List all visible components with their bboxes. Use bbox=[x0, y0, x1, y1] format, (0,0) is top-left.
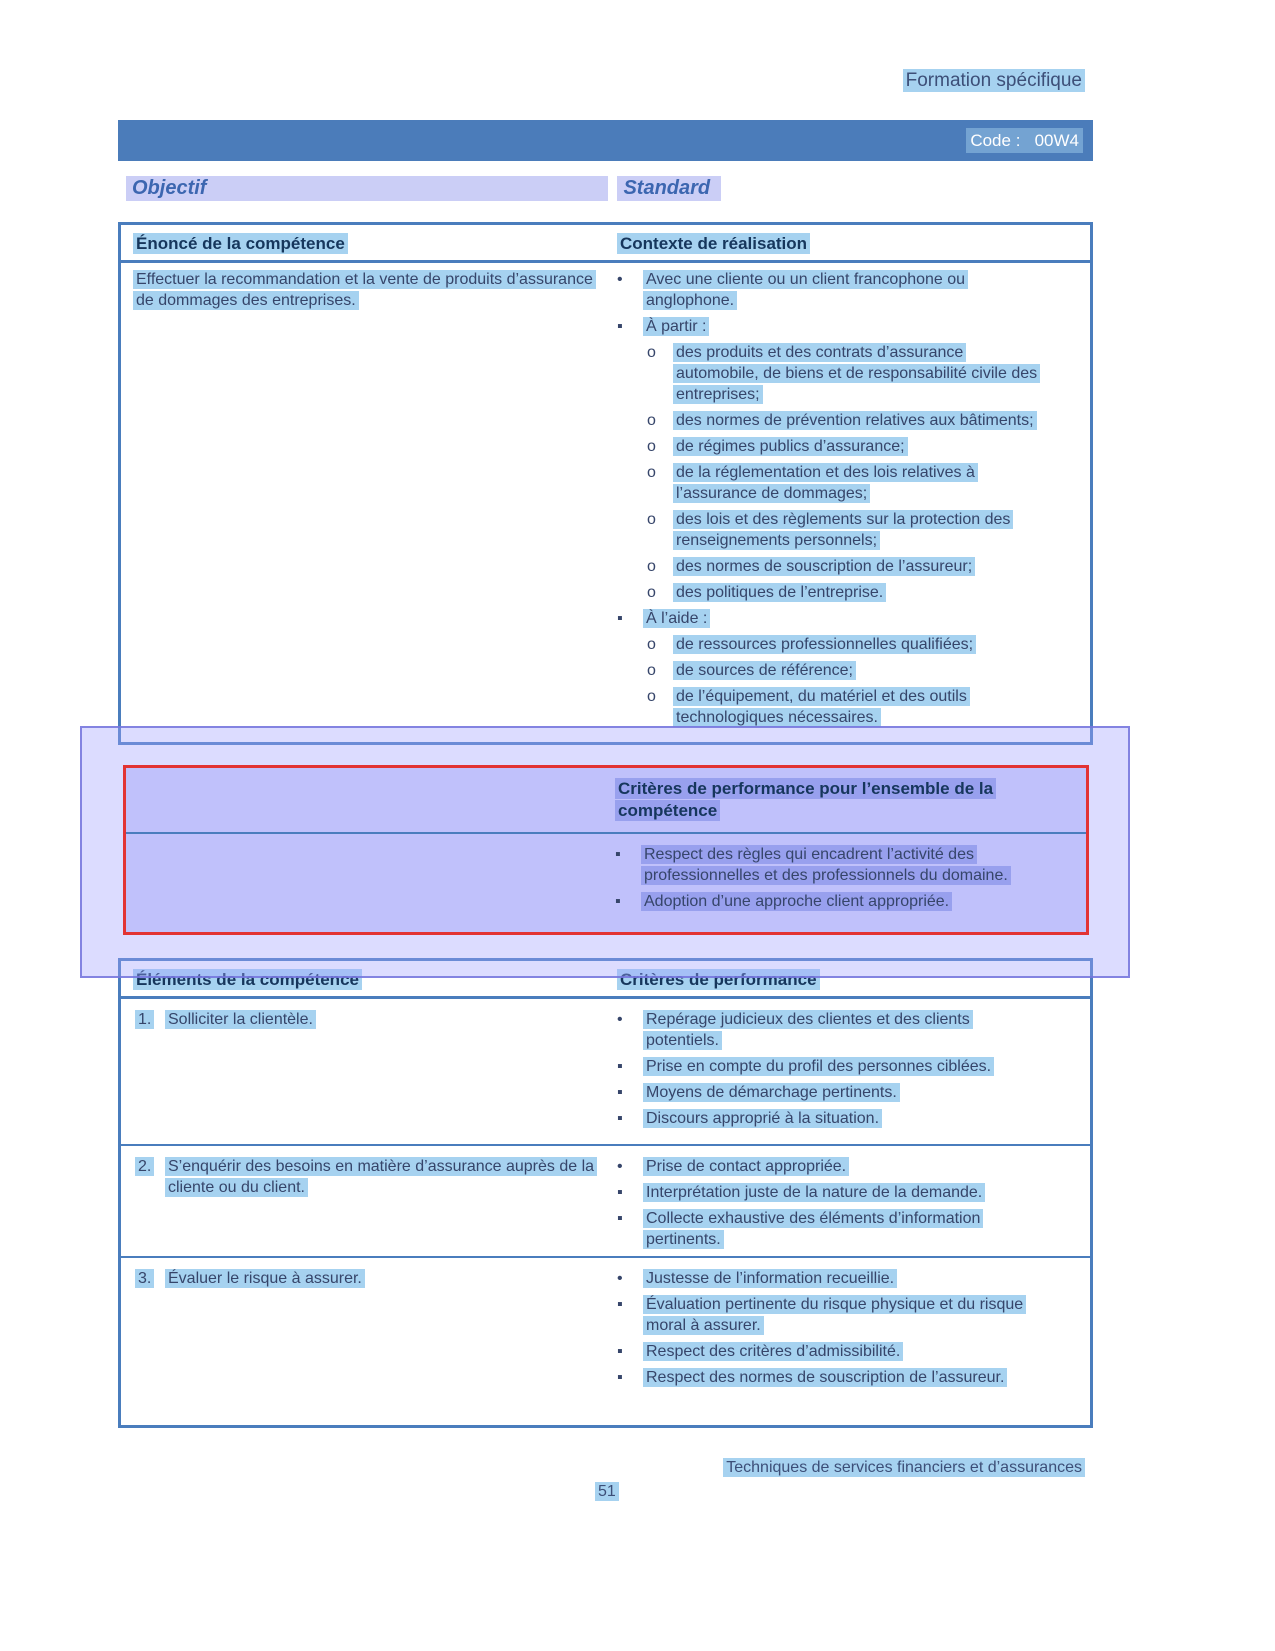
bullet-icon: • bbox=[617, 1270, 623, 1287]
performance-item-text-wrap bbox=[641, 844, 1016, 886]
criteria-item bbox=[617, 1082, 1042, 1103]
context-item-text: des normes de souscription de l’assureur; bbox=[673, 557, 975, 576]
criteria-item bbox=[617, 1009, 1042, 1051]
context-item bbox=[617, 316, 1042, 337]
table2-col2-header bbox=[615, 969, 1090, 990]
element-cell bbox=[121, 1009, 615, 1144]
context-item-text-wrap bbox=[673, 660, 1042, 681]
performance-overall-list bbox=[615, 844, 1016, 912]
bullet-icon: ▪ bbox=[617, 318, 623, 335]
bullet-icon: ▪ bbox=[617, 1296, 623, 1313]
context-item-text: de ressources professionnelles qualifiées; bbox=[673, 635, 976, 654]
table2-header-row bbox=[121, 961, 1090, 999]
competence-statement-cell bbox=[121, 269, 615, 733]
bullet-icon: o bbox=[647, 636, 656, 653]
table2-rows bbox=[121, 999, 1090, 1393]
bullet-icon: ▪ bbox=[617, 1084, 623, 1101]
header-note-text: Formation spécifique bbox=[903, 69, 1085, 92]
table-row bbox=[121, 999, 1090, 1144]
context-item-text-wrap bbox=[643, 316, 1042, 337]
criteria-item-text-wrap bbox=[643, 1082, 1042, 1103]
context-item-text-wrap bbox=[673, 634, 1042, 655]
performance-item-text-wrap bbox=[641, 891, 1016, 912]
performance-overall-title-text: Critères de performance pour l’ensemble de la compétence bbox=[615, 778, 996, 821]
criteria-item-text-wrap bbox=[643, 1056, 1042, 1077]
element-number bbox=[133, 1009, 165, 1144]
element-number-text: 1. bbox=[135, 1010, 154, 1029]
objectif-standard-row bbox=[118, 176, 1093, 206]
context-item bbox=[647, 410, 1042, 431]
bullet-icon: o bbox=[647, 438, 656, 455]
context-item-text-wrap bbox=[673, 436, 1042, 457]
performance-item bbox=[615, 891, 1016, 912]
context-item bbox=[647, 582, 1042, 603]
competence-context-table bbox=[118, 222, 1093, 745]
bullet-icon: o bbox=[647, 558, 656, 575]
criteria-item-text: Moyens de démarchage pertinents. bbox=[643, 1083, 900, 1102]
context-item-text-wrap bbox=[643, 269, 1042, 311]
bullet-icon: o bbox=[647, 662, 656, 679]
bullet-icon: • bbox=[617, 1011, 623, 1028]
element-text: Solliciter la clientèle. bbox=[165, 1010, 316, 1029]
bullet-icon: ▪ bbox=[617, 610, 623, 627]
element-text: Évaluer le risque à assurer. bbox=[165, 1269, 365, 1288]
context-item bbox=[647, 462, 1042, 504]
context-item-text: de la réglementation et des lois relatives à l’assurance de dommages; bbox=[673, 463, 978, 503]
criteria-list bbox=[615, 1156, 1090, 1256]
table-row bbox=[121, 1256, 1090, 1393]
bullet-icon: ▪ bbox=[617, 1369, 623, 1386]
table1-col1-header bbox=[121, 233, 615, 254]
performance-item-text: Respect des règles qui encadrent l’activité des professionnelles et des professionnels du domaine. bbox=[641, 845, 1011, 885]
criteria-item-text: Repérage judicieux des clientes et des clients potentiels. bbox=[643, 1010, 973, 1050]
context-item bbox=[647, 342, 1042, 405]
context-item-text-wrap bbox=[673, 410, 1042, 431]
bullet-icon: ▪ bbox=[617, 1058, 623, 1075]
context-item-text-wrap bbox=[673, 462, 1042, 504]
context-item bbox=[647, 509, 1042, 551]
criteria-item-text: Respect des normes de souscription de l’assureur. bbox=[643, 1368, 1007, 1387]
criteria-item-text-wrap bbox=[643, 1294, 1042, 1336]
table1-col1-header-text: Énoncé de la compétence bbox=[133, 233, 348, 254]
criteria-item-text: Prise en compte du profil des personnes ciblées. bbox=[643, 1057, 994, 1076]
element-text-wrap bbox=[165, 1009, 601, 1144]
criteria-item-text-wrap bbox=[643, 1208, 1042, 1250]
element-text: S’enquérir des besoins en matière d’assurance auprès de la cliente ou du client. bbox=[165, 1157, 597, 1197]
criteria-item-text: Évaluation pertinente du risque physique et du risque moral à assurer. bbox=[643, 1295, 1026, 1335]
bullet-icon: ▪ bbox=[617, 1210, 623, 1227]
element-text-wrap bbox=[165, 1156, 601, 1256]
code-label: Code : 00W4 bbox=[966, 128, 1083, 153]
context-item bbox=[647, 686, 1042, 728]
criteria-item bbox=[617, 1108, 1042, 1129]
context-item bbox=[617, 269, 1042, 311]
criteria-item-text-wrap bbox=[643, 1156, 1042, 1177]
criteria-item bbox=[617, 1056, 1042, 1077]
context-item-text-wrap bbox=[673, 582, 1042, 603]
bullet-icon: o bbox=[647, 344, 656, 361]
context-item-text-wrap bbox=[673, 342, 1042, 405]
bullet-icon: o bbox=[647, 584, 656, 601]
elements-criteria-table bbox=[118, 958, 1093, 1428]
objectif-label: Objectif bbox=[126, 176, 608, 201]
element-cell bbox=[121, 1268, 615, 1393]
criteria-item-text: Discours approprié à la situation. bbox=[643, 1109, 882, 1128]
performance-item-text: Adoption d’une approche client appropriée. bbox=[641, 892, 952, 911]
context-item-text-wrap bbox=[643, 608, 1042, 629]
criteria-item bbox=[617, 1294, 1042, 1336]
element-text-wrap bbox=[165, 1268, 601, 1393]
context-item-text: de sources de référence; bbox=[673, 661, 856, 680]
criteria-item bbox=[617, 1367, 1042, 1388]
page-number bbox=[595, 1481, 619, 1502]
bullet-icon: ▪ bbox=[617, 1110, 623, 1127]
criteria-item bbox=[617, 1208, 1042, 1250]
context-item-text: de l’équipement, du matériel et des outils technologiques nécessaires. bbox=[673, 687, 970, 727]
element-number bbox=[133, 1156, 165, 1256]
performance-overall-box bbox=[123, 765, 1089, 935]
table2-col2-header-text: Critères de performance bbox=[617, 969, 820, 990]
criteria-item-text: Prise de contact appropriée. bbox=[643, 1157, 849, 1176]
footer-program-title bbox=[723, 1457, 1085, 1478]
table1-body bbox=[121, 263, 1090, 733]
bullet-icon: ▪ bbox=[617, 1184, 623, 1201]
performance-overall-title bbox=[615, 778, 1016, 822]
criteria-list bbox=[615, 1268, 1090, 1393]
bullet-icon: o bbox=[647, 511, 656, 528]
context-list bbox=[615, 269, 1090, 733]
criteria-item bbox=[617, 1156, 1042, 1177]
criteria-item-text-wrap bbox=[643, 1341, 1042, 1362]
context-item-text-wrap bbox=[673, 509, 1042, 551]
element-cell bbox=[121, 1156, 615, 1256]
page-number-text: 51 bbox=[595, 1482, 619, 1501]
table1-col2-header-text: Contexte de réalisation bbox=[617, 233, 810, 254]
bullet-icon: o bbox=[647, 688, 656, 705]
context-item-text-wrap bbox=[673, 556, 1042, 577]
context-item bbox=[647, 556, 1042, 577]
header-note bbox=[903, 70, 1085, 91]
bullet-icon: ▪ bbox=[615, 846, 621, 863]
criteria-item-text: Collecte exhaustive des éléments d’information pertinents. bbox=[643, 1209, 983, 1249]
table2-col1-header bbox=[121, 969, 615, 990]
context-item-text-wrap bbox=[673, 686, 1042, 728]
bullet-icon: • bbox=[617, 271, 623, 288]
context-item-text: des normes de prévention relatives aux bâtiments; bbox=[673, 411, 1037, 430]
bullet-icon: ▪ bbox=[617, 1343, 623, 1360]
context-item-text: À l’aide : bbox=[643, 609, 710, 628]
performance-item bbox=[615, 844, 1016, 886]
criteria-item-text-wrap bbox=[643, 1182, 1042, 1203]
bullet-icon: • bbox=[617, 1158, 623, 1175]
context-item-text: des produits et des contrats d’assurance automobile, de biens et de responsabilité civile des entreprises; bbox=[673, 343, 1040, 404]
standard-label: Standard bbox=[617, 176, 721, 201]
context-item bbox=[647, 634, 1042, 655]
context-item-text: des politiques de l’entreprise. bbox=[673, 583, 886, 602]
context-item bbox=[647, 436, 1042, 457]
table1-col2-header bbox=[615, 233, 1090, 254]
context-item bbox=[647, 660, 1042, 681]
criteria-item-text-wrap bbox=[643, 1108, 1042, 1129]
bullet-icon: o bbox=[647, 464, 656, 481]
criteria-item-text-wrap bbox=[643, 1268, 1042, 1289]
table2-col1-header-text: Éléments de la compétence bbox=[133, 969, 362, 990]
bullet-icon: o bbox=[647, 412, 656, 429]
criteria-item-text: Justesse de l’information recueillie. bbox=[643, 1269, 897, 1288]
table-row bbox=[121, 1144, 1090, 1256]
criteria-item-text: Interprétation juste de la nature de la demande. bbox=[643, 1183, 985, 1202]
context-item-text: de régimes publics d’assurance; bbox=[673, 437, 908, 456]
context-item-text: À partir : bbox=[643, 317, 709, 336]
criteria-item-text: Respect des critères d’admissibilité. bbox=[643, 1342, 903, 1361]
criteria-item bbox=[617, 1341, 1042, 1362]
criteria-list bbox=[615, 1009, 1090, 1144]
competence-statement: Effectuer la recommandation et la vente de produits d’assurance de dommages des entreprises. bbox=[133, 270, 596, 310]
title-bar bbox=[118, 120, 1093, 161]
element-number-text: 3. bbox=[135, 1269, 154, 1288]
context-item-text: Avec une cliente ou un client francophone ou anglophone. bbox=[643, 270, 968, 310]
criteria-item-text-wrap bbox=[643, 1009, 1042, 1051]
table1-header-row bbox=[121, 225, 1090, 263]
element-number bbox=[133, 1268, 165, 1393]
element-number-text: 2. bbox=[135, 1157, 154, 1176]
bullet-icon: ▪ bbox=[615, 893, 621, 910]
criteria-item bbox=[617, 1182, 1042, 1203]
row-divider bbox=[126, 832, 1086, 834]
footer-program-title-text: Techniques de services financiers et d’assurances bbox=[723, 1458, 1085, 1477]
context-item-text: des lois et des règlements sur la protection des renseignements personnels; bbox=[673, 510, 1013, 550]
criteria-item-text-wrap bbox=[643, 1367, 1042, 1388]
context-item bbox=[617, 608, 1042, 629]
criteria-item bbox=[617, 1268, 1042, 1289]
